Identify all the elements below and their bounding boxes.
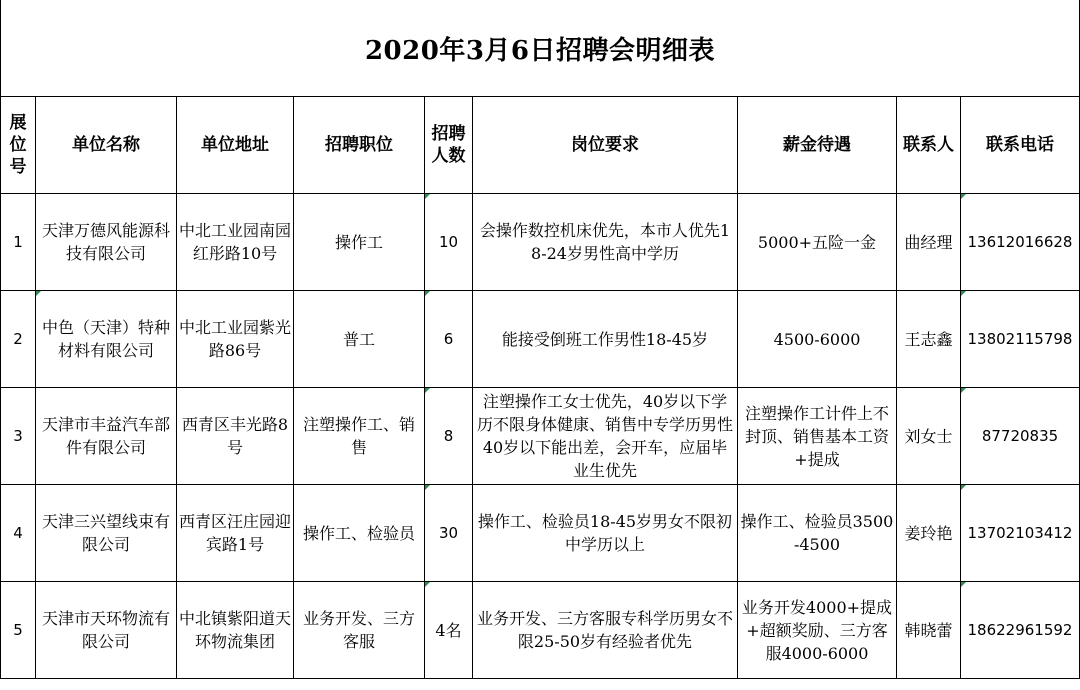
cell-contact: 王志鑫 <box>897 291 961 388</box>
cell-contact: 曲经理 <box>897 194 961 291</box>
header-position: 招聘职位 <box>294 97 425 194</box>
cell-phone: 87720835 <box>961 388 1080 485</box>
table-row <box>1 582 1080 679</box>
cell-booth: 3 <box>1 388 36 485</box>
cell-requirement: 能接受倒班工作男性18-45岁 <box>473 291 738 388</box>
cell-requirement: 注塑操作工女士优先，40岁以下学历不限身体健康、销售中专学历男性40岁以下能出差，会开车，应届毕业生优先 <box>473 388 738 485</box>
cell-booth: 5 <box>1 582 36 679</box>
cell-salary: 5000+五险一金 <box>738 194 897 291</box>
cell-booth: 1 <box>1 194 36 291</box>
cell-address: 中北工业园南园红彤路10号 <box>177 194 294 291</box>
cell-position: 操作工、检验员 <box>294 485 425 582</box>
cell-position: 普工 <box>294 291 425 388</box>
cell-salary: 操作工、检验员3500-4500 <box>738 485 897 582</box>
cell-phone: 13802115798 <box>961 291 1080 388</box>
header-count: 招聘 人数 <box>425 97 473 194</box>
cell-company: 天津万德风能源科技有限公司 <box>36 194 177 291</box>
recruitment-table <box>0 96 1080 679</box>
cell-count: 4名 <box>425 582 473 679</box>
cell-position: 操作工 <box>294 194 425 291</box>
cell-booth: 2 <box>1 291 36 388</box>
cell-company: 中色（天津）特种材料有限公司 <box>36 291 177 388</box>
cell-requirement: 会操作数控机床优先，本市人优先18-24岁男性高中学历 <box>473 194 738 291</box>
header-phone: 联系电话 <box>961 97 1080 194</box>
header-booth: 展 位 号 <box>1 97 36 194</box>
cell-booth: 4 <box>1 485 36 582</box>
cell-phone: 18622961592 <box>961 582 1080 679</box>
header-address: 单位地址 <box>177 97 294 194</box>
table-row <box>1 485 1080 582</box>
cell-address: 中北工业园紫光路86号 <box>177 291 294 388</box>
cell-address: 西青区丰光路8号 <box>177 388 294 485</box>
cell-company: 天津市天环物流有限公司 <box>36 582 177 679</box>
cell-count: 8 <box>425 388 473 485</box>
header-row <box>1 97 1080 194</box>
cell-position: 业务开发、三方客服 <box>294 582 425 679</box>
header-company: 单位名称 <box>36 97 177 194</box>
cell-contact: 韩晓蕾 <box>897 582 961 679</box>
cell-phone: 13702103412 <box>961 485 1080 582</box>
header-contact: 联系人 <box>897 97 961 194</box>
page-title: 2020年3月6日招聘会明细表 <box>364 35 716 66</box>
header-salary: 薪金待遇 <box>738 97 897 194</box>
cell-phone: 13612016628 <box>961 194 1080 291</box>
cell-count: 30 <box>425 485 473 582</box>
cell-address: 中北镇紫阳道天环物流集团 <box>177 582 294 679</box>
cell-salary: 业务开发4000+提成+超额奖励、三方客服4000-6000 <box>738 582 897 679</box>
table-row <box>1 291 1080 388</box>
cell-address: 西青区汪庄园迎宾路1号 <box>177 485 294 582</box>
cell-count: 10 <box>425 194 473 291</box>
cell-requirement: 操作工、检验员18-45岁男女不限初中学历以上 <box>473 485 738 582</box>
cell-count: 6 <box>425 291 473 388</box>
cell-salary: 注塑操作工计件上不封顶、销售基本工资+提成 <box>738 388 897 485</box>
cell-contact: 姜玲艳 <box>897 485 961 582</box>
table-row <box>1 388 1080 485</box>
title-row <box>0 0 1080 96</box>
cell-company: 天津市丰益汽车部件有限公司 <box>36 388 177 485</box>
cell-position: 注塑操作工、销售 <box>294 388 425 485</box>
cell-company: 天津三兴望线束有限公司 <box>36 485 177 582</box>
cell-requirement: 业务开发、三方客服专科学历男女不限25-50岁有经验者优先 <box>473 582 738 679</box>
cell-salary: 4500-6000 <box>738 291 897 388</box>
cell-contact: 刘女士 <box>897 388 961 485</box>
header-requirement: 岗位要求 <box>473 97 738 194</box>
table-row <box>1 194 1080 291</box>
